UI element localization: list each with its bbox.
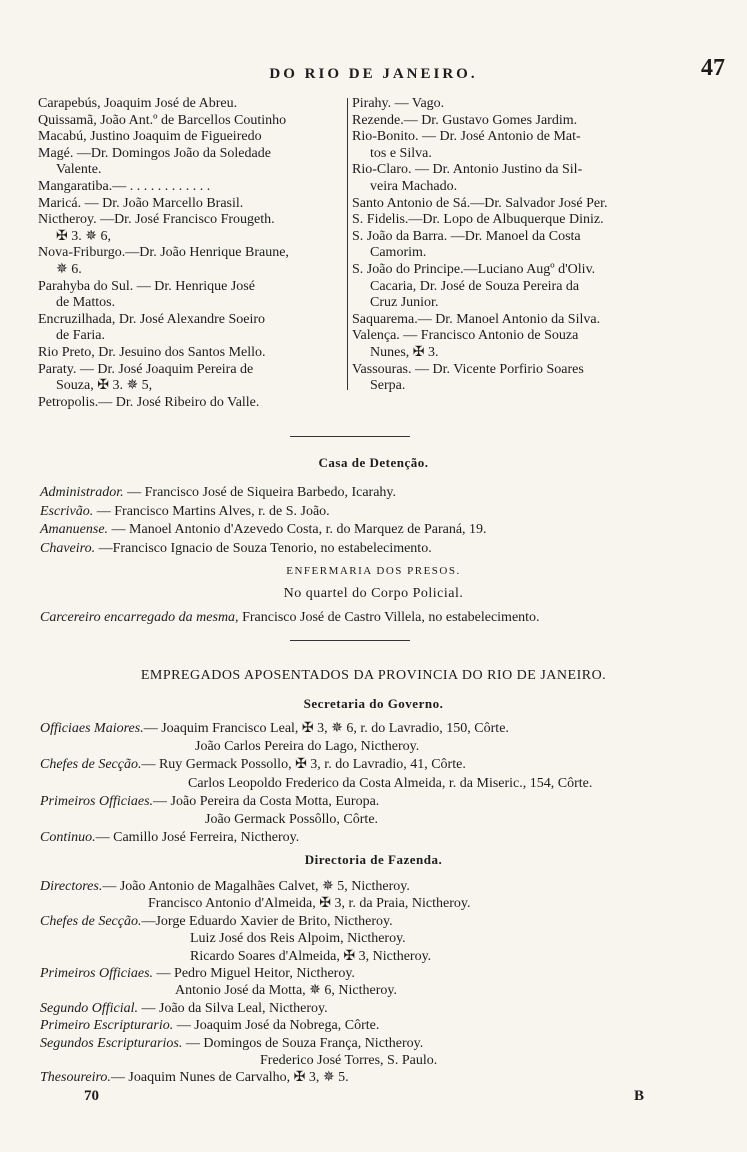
entry-text: Frederico José Torres, S. Paulo. bbox=[260, 1052, 438, 1068]
enfermaria-location: No quartel do Corpo Policial. bbox=[283, 586, 464, 601]
entry-line bbox=[40, 948, 720, 965]
fazenda-title: Directoria de Fazenda. bbox=[304, 852, 443, 867]
entry-line bbox=[40, 811, 720, 829]
entry-line bbox=[40, 829, 720, 847]
fazenda-list bbox=[40, 878, 720, 1087]
entry-text: João Carlos Pereira do Lago, Nictheroy. bbox=[195, 739, 420, 755]
entry-text: — Manoel Antonio d'Azevedo Costa, r. do Marquez de Paraná, 19. bbox=[108, 522, 487, 537]
list-item: ✠ 3. ✵ 6, bbox=[56, 228, 111, 244]
municipal-list bbox=[38, 96, 710, 410]
right-column bbox=[352, 96, 710, 395]
list-item: Maricá. — Dr. João Marcello Brasil. bbox=[38, 195, 244, 211]
entry-line bbox=[40, 521, 720, 540]
entry-line bbox=[40, 1017, 720, 1034]
entry-line bbox=[40, 1000, 720, 1017]
entry-line bbox=[40, 1035, 720, 1052]
list-item: Mangaratiba.— . . . . . . . . . . . . bbox=[38, 178, 211, 194]
list-item: de Faria. bbox=[56, 328, 105, 344]
list-item: Valente. bbox=[56, 162, 102, 178]
list-item: Cacaria, Dr. José de Souza Pereira da bbox=[370, 278, 580, 294]
entry-role: Directores. bbox=[40, 879, 103, 894]
list-item: Nictheroy. —Dr. José Francisco Frougeth. bbox=[38, 212, 275, 228]
entry-text: — Joaquim José da Nobrega, Côrte. bbox=[173, 1018, 380, 1034]
entry-role: Administrador. bbox=[40, 485, 124, 500]
entry-text: —Francisco Ignacio de Souza Tenorio, no estabelecimento. bbox=[95, 540, 432, 556]
entry-role: Primeiros Officiaes. bbox=[40, 793, 154, 809]
section-rule bbox=[290, 436, 410, 437]
enfermaria-title: ENFERMARIA DOS PRESOS. bbox=[286, 565, 461, 577]
entry-line bbox=[40, 965, 720, 982]
entry-text: — Domingos de Souza França, Nictheroy. bbox=[182, 1035, 424, 1051]
entry-line bbox=[40, 895, 720, 912]
detencao-title: Casa de Detenção. bbox=[318, 455, 429, 470]
list-item: Valença. — Francisco Antonio de Souza bbox=[352, 328, 579, 344]
entry-text: — Ruy Germack Possollo, ✠ 3, r. do Lavradio, 41, Côrte. bbox=[141, 757, 466, 773]
list-item: Pirahy. — Vago. bbox=[352, 96, 445, 111]
list-item: Camorim. bbox=[370, 245, 427, 261]
list-item: Carapebús, Joaquim José de Abreu. bbox=[38, 96, 238, 111]
entry-text: Antonio José da Motta, ✵ 6, Nictheroy. bbox=[175, 983, 397, 999]
entry-text: — Francisco José de Siqueira Barbedo, Icarahy. bbox=[123, 485, 397, 500]
list-item: Nova-Friburgo.—Dr. João Henrique Braune, bbox=[38, 245, 289, 261]
list-item: Petropolis.— Dr. José Ribeiro do Valle. bbox=[38, 394, 260, 410]
list-item: Paraty. — Dr. José Joaquim Pereira de bbox=[38, 361, 254, 377]
list-item: S. João do Principe.—Luciano Augº d'Oliv. bbox=[352, 261, 596, 277]
list-item: Rezende.— Dr. Gustavo Gomes Jardim. bbox=[352, 112, 578, 128]
list-item: Cruz Junior. bbox=[370, 295, 439, 311]
list-item: Serpa. bbox=[370, 378, 406, 394]
entry-line bbox=[40, 878, 720, 895]
entry-role: Thesoureiro. bbox=[40, 1070, 111, 1086]
entry-line bbox=[40, 793, 720, 811]
entry-role: Segundo Official. bbox=[40, 1000, 138, 1016]
list-item: veira Machado. bbox=[370, 178, 458, 194]
entry-line bbox=[40, 484, 720, 503]
secretaria-list bbox=[40, 720, 720, 847]
list-item: Macabú, Justino Joaquim de Figueiredo bbox=[38, 129, 262, 145]
list-item: Rio-Bonito. — Dr. José Antonio de Mat- bbox=[352, 129, 581, 145]
section-rule bbox=[290, 640, 410, 641]
entry-role: Primeiros Officiaes. bbox=[40, 965, 154, 981]
list-item: ✵ 6. bbox=[56, 261, 82, 277]
page-footer bbox=[84, 1088, 644, 1105]
entry-text: Luiz José dos Reis Alpoim, Nictheroy. bbox=[190, 931, 406, 947]
entry-line bbox=[40, 756, 720, 774]
entry-role: Primeiro Escripturario. bbox=[40, 1018, 174, 1034]
entry-role: Chaveiro. bbox=[40, 540, 96, 556]
list-item: tos e Silva. bbox=[370, 145, 432, 161]
carcereiro-line bbox=[40, 610, 720, 627]
entry-text: — Francisco Martins Alves, r. de S. João. bbox=[93, 503, 330, 519]
left-column bbox=[38, 96, 346, 411]
entry-text: João Germack Possôllo, Côrte. bbox=[205, 811, 379, 827]
entry-text: — Joaquim Nunes de Carvalho, ✠ 3, ✵ 5. bbox=[110, 1070, 349, 1086]
entry-role: Chefes de Secção. bbox=[40, 757, 142, 773]
entry-role: Officiaes Maiores. bbox=[40, 721, 144, 736]
entry-role: Chefes de Secção. bbox=[40, 913, 142, 929]
footer-signature-letter: B bbox=[633, 1088, 644, 1104]
entry-line bbox=[40, 1052, 720, 1069]
list-item: Saquarema.— Dr. Manoel Antonio da Silva. bbox=[352, 311, 601, 327]
entry-line bbox=[40, 982, 720, 999]
secretaria-title: Secretaria do Governo. bbox=[303, 696, 444, 711]
entry-role: Amanuense. bbox=[40, 522, 109, 537]
list-item: Souza, ✠ 3. ✵ 5, bbox=[56, 378, 153, 394]
entry-text: — João Pereira da Costa Motta, Europa. bbox=[153, 793, 380, 809]
entry-role: Segundos Escripturarios. bbox=[40, 1035, 183, 1051]
list-item: Vassouras. — Dr. Vicente Porfirio Soares bbox=[352, 361, 584, 377]
footer-signature-number: 70 bbox=[84, 1088, 99, 1104]
page-header: DO RIO DE JANEIRO. bbox=[269, 66, 478, 82]
entry-text: Francisco Antonio d'Almeida, ✠ 3, r. da Praia, Nictheroy. bbox=[148, 896, 471, 912]
entry-line bbox=[40, 738, 720, 756]
list-item: de Mattos. bbox=[56, 295, 116, 311]
list-item: S. João da Barra. —Dr. Manoel da Costa bbox=[352, 228, 581, 244]
list-item: Encruzilhada, Dr. José Alexandre Soeiro bbox=[38, 311, 266, 327]
list-item: Rio Preto, Dr. Jesuino dos Santos Mello. bbox=[38, 344, 266, 360]
list-item: Quissamã, João Ant.º de Barcellos Coutinho bbox=[38, 112, 287, 128]
entry-text: — João da Silva Leal, Nictheroy. bbox=[138, 1000, 328, 1016]
entry-text: — Camillo José Ferreira, Nictheroy. bbox=[95, 830, 300, 846]
entry-line bbox=[40, 930, 720, 947]
page-number: 47 bbox=[701, 55, 725, 81]
entry-text: — Joaquim Francisco Leal, ✠ 3, ✵ 6, r. do Lavradio, 150, Côrte. bbox=[143, 721, 509, 736]
list-item: Magé. —Dr. Domingos João da Soledade bbox=[38, 145, 271, 161]
entry-line bbox=[40, 720, 720, 738]
carcereiro-text: Francisco José de Castro Villela, no estabelecimento. bbox=[238, 610, 540, 625]
column-divider bbox=[347, 98, 348, 390]
entry-line bbox=[40, 1069, 720, 1086]
carcereiro-role: Carcereiro encarregado da mesma, bbox=[40, 610, 239, 625]
list-item: Nunes, ✠ 3. bbox=[370, 344, 439, 360]
detencao-list bbox=[40, 484, 720, 558]
entry-text: — Pedro Miguel Heitor, Nictheroy. bbox=[153, 965, 355, 981]
entry-text: Carlos Leopoldo Frederico da Costa Almeida, r. da Miseric., 154, Côrte. bbox=[188, 775, 593, 791]
entry-text: —Jorge Eduardo Xavier de Brito, Nictheroy. bbox=[141, 913, 393, 929]
list-item: Parahyba do Sul. — Dr. Henrique José bbox=[38, 278, 255, 294]
entry-text: Ricardo Soares d'Almeida, ✠ 3, Nictheroy. bbox=[190, 948, 432, 964]
list-item: S. Fidelis.—Dr. Lopo de Albuquerque Diniz. bbox=[352, 212, 604, 228]
entry-role: Escrivão. bbox=[40, 503, 94, 519]
aposentados-title: EMPREGADOS APOSENTADOS DA PROVINCIA DO RIO DE JANEIRO. bbox=[140, 668, 607, 683]
entry-line bbox=[40, 913, 720, 930]
entry-line bbox=[40, 775, 720, 793]
entry-role: Continuo. bbox=[40, 830, 96, 846]
entry-line bbox=[40, 540, 720, 559]
entry-line bbox=[40, 503, 720, 522]
list-item: Santo Antonio de Sá.—Dr. Salvador José Per. bbox=[352, 195, 608, 211]
list-item: Rio-Claro. — Dr. Antonio Justino da Sil- bbox=[352, 162, 583, 178]
entry-text: — João Antonio de Magalhães Calvet, ✵ 5, Nictheroy. bbox=[102, 879, 410, 894]
